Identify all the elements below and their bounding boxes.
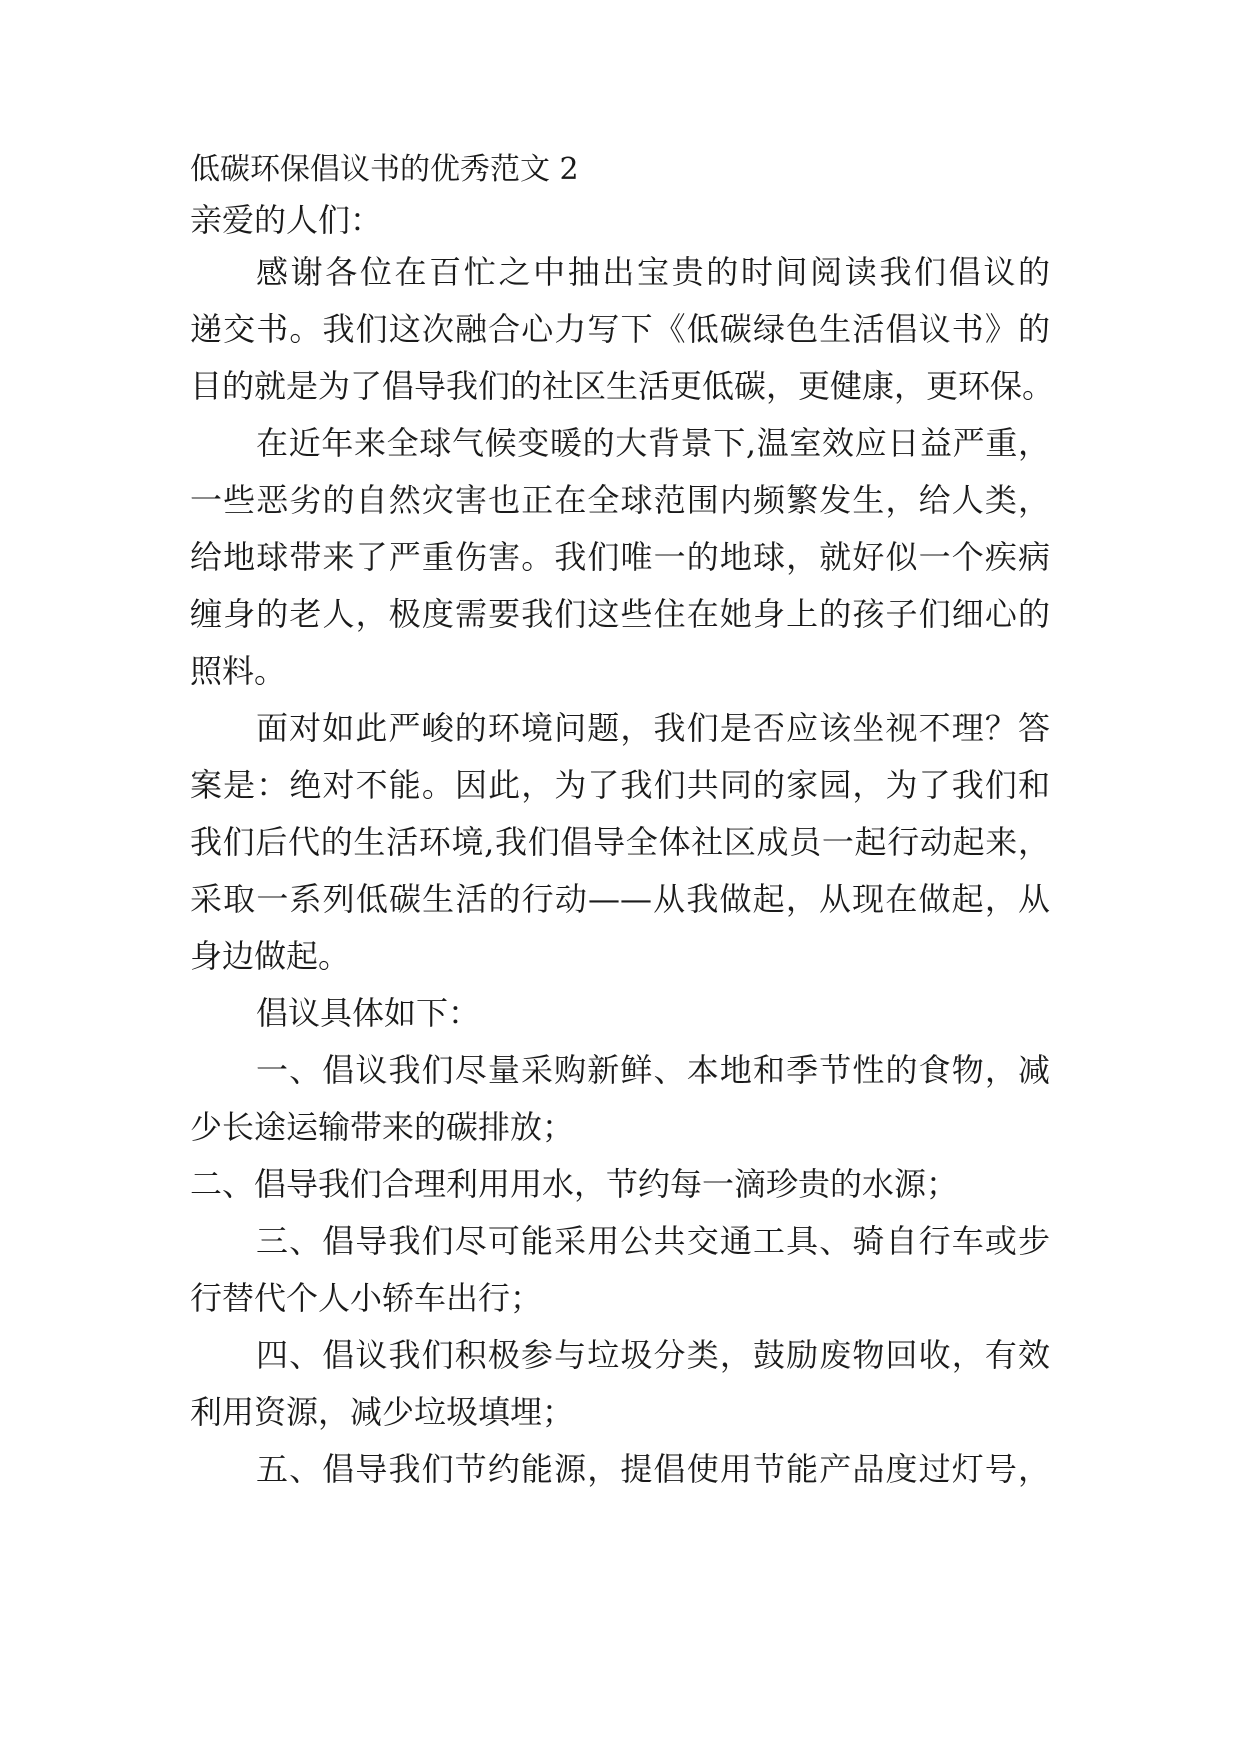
list-item-continuation: 少长途运输带来的碳排放； <box>190 1108 575 1146</box>
paragraph-line: 在近年来全球气候变暖的大背景下,温室效应日益严重， <box>256 424 1050 462</box>
paragraph-line: 身边做起。 <box>190 937 351 975</box>
paragraph-line: 面对如此严峻的环境问题，我们是否应该坐视不理？答 <box>256 709 1050 747</box>
paragraph-line: 采取一系列低碳生活的行动——从我做起，从现在做起，从 <box>190 880 1050 918</box>
list-item: 四、倡议我们积极参与垃圾分类，鼓励废物回收，有效 <box>256 1336 1050 1374</box>
paragraph-line: 给地球带来了严重伤害。我们唯一的地球，就好似一个疾病 <box>190 538 1050 576</box>
paragraph-line: 案是：绝对不能。因此，为了我们共同的家园，为了我们和 <box>190 766 1050 804</box>
paragraph-line: 缠身的老人，极度需要我们这些住在她身上的孩子们细心的 <box>190 595 1050 633</box>
list-item-continuation: 利用资源，减少垃圾填埋； <box>190 1393 575 1431</box>
salutation: 亲爱的人们： <box>190 201 383 239</box>
paragraph-line: 递交书。我们这次融合心力写下《低碳绿色生活倡议书》的 <box>190 310 1050 348</box>
list-item: 一、倡议我们尽量采购新鲜、本地和季节性的食物，减 <box>256 1051 1050 1089</box>
paragraph-line: 目的就是为了倡导我们的社区生活更低碳，更健康，更环保。 <box>190 367 1055 405</box>
paragraph-line: 一些恶劣的自然灾害也正在全球范围内频繁发生，给人类， <box>190 481 1050 519</box>
list-item: 五、倡导我们节约能源，提倡使用节能产品度过灯号， <box>256 1450 1050 1488</box>
document-title: 低碳环保倡议书的优秀范文 2 <box>190 152 579 187</box>
paragraph-line: 感谢各位在百忙之中抽出宝贵的时间阅读我们倡议的 <box>256 253 1050 291</box>
list-item: 二、倡导我们合理利用用水，节约每一滴珍贵的水源； <box>190 1165 959 1203</box>
paragraph-line: 照料。 <box>190 652 287 690</box>
list-item: 三、倡导我们尽可能采用公共交通工具、骑自行车或步 <box>256 1222 1050 1260</box>
paragraph-line: 我们后代的生活环境,我们倡导全体社区成员一起行动起来， <box>190 823 1050 861</box>
paragraph-line: 倡议具体如下： <box>256 994 481 1032</box>
list-item-continuation: 行替代个人小轿车出行； <box>190 1279 543 1317</box>
